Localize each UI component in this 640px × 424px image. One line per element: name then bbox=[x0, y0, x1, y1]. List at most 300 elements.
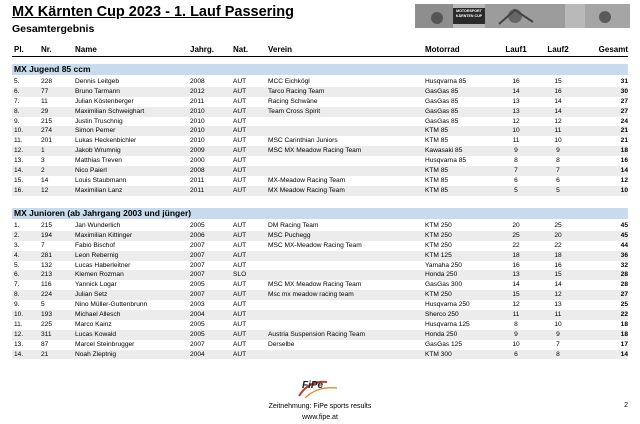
cell-lauf1: 6 bbox=[514, 350, 518, 358]
cell-lauf2: 18 bbox=[554, 251, 562, 259]
table-row bbox=[12, 350, 628, 360]
cell-name: Marcel Steinbrugger bbox=[75, 340, 135, 348]
cell-nr: 77 bbox=[41, 87, 49, 95]
table-row bbox=[12, 107, 628, 117]
cell-gesamt: 18 bbox=[620, 330, 628, 338]
cell-nr: 224 bbox=[41, 291, 53, 299]
cell-motorrad: GasGas 85 bbox=[425, 107, 459, 115]
cell-name: Louis Staubmann bbox=[75, 176, 127, 184]
cell-lauf1: 13 bbox=[512, 97, 520, 105]
cell-jahrg: 2010 bbox=[190, 137, 205, 145]
cell-pl: 12. bbox=[14, 330, 24, 338]
cell-jahrg: 2005 bbox=[190, 281, 205, 289]
cell-motorrad: GasGas 85 bbox=[425, 87, 459, 95]
cell-name: Michael Allesch bbox=[75, 311, 121, 319]
header-verein: Verein bbox=[268, 45, 293, 54]
cell-name: Nico Paierl bbox=[75, 167, 107, 175]
table-row bbox=[12, 117, 628, 127]
cell-nat: AUT bbox=[233, 291, 247, 299]
cell-nat: SLO bbox=[233, 271, 247, 279]
cell-verein: Tarco Racing Team bbox=[268, 87, 325, 95]
header-divider bbox=[12, 56, 628, 57]
cell-nr: 11 bbox=[41, 97, 48, 105]
cell-pl: 9. bbox=[14, 301, 20, 309]
cell-pl: 12. bbox=[14, 147, 24, 155]
cell-jahrg: 2010 bbox=[190, 117, 205, 125]
table-row bbox=[12, 231, 628, 241]
section-title: MX Junioren (ab Jahrgang 2003 und jünger) bbox=[14, 208, 192, 218]
cell-verein: MX-Meadow Racing Team bbox=[268, 176, 346, 184]
cell-nr: 3 bbox=[41, 157, 45, 165]
table-row bbox=[12, 270, 628, 280]
table-row bbox=[12, 136, 628, 146]
cell-lauf2: 12 bbox=[554, 117, 562, 125]
cell-verein: MSC Puchegg bbox=[268, 231, 311, 239]
cell-name: Maximilian Schweighart bbox=[75, 107, 145, 115]
cell-lauf2: 8 bbox=[556, 350, 560, 358]
cell-motorrad: Honda 250 bbox=[425, 330, 458, 338]
cell-pl: 5. bbox=[14, 261, 20, 269]
cell-lauf1: 25 bbox=[512, 231, 520, 239]
table-row bbox=[12, 330, 628, 340]
cell-pl: 11. bbox=[14, 320, 23, 328]
cell-name: Lucas Kowald bbox=[75, 330, 117, 338]
cell-nat: AUT bbox=[233, 320, 247, 328]
table-row bbox=[12, 300, 628, 310]
table-row bbox=[12, 77, 628, 87]
cell-nr: 21 bbox=[41, 350, 49, 358]
cell-nat: AUT bbox=[233, 78, 247, 85]
cell-verein: MCC Eichkögl bbox=[268, 78, 310, 85]
cell-lauf1: 10 bbox=[512, 127, 520, 135]
cell-jahrg: 2004 bbox=[190, 311, 205, 319]
cell-nr: 14 bbox=[41, 176, 49, 184]
cell-lauf1: 14 bbox=[512, 87, 520, 95]
cell-lauf1: 16 bbox=[512, 261, 520, 269]
cell-nr: 87 bbox=[41, 340, 49, 348]
cell-lauf2: 15 bbox=[554, 271, 562, 279]
cell-pl: 13. bbox=[14, 157, 24, 165]
cell-lauf1: 9 bbox=[514, 330, 518, 338]
table-row bbox=[12, 241, 628, 251]
cell-gesamt: 22 bbox=[620, 311, 628, 319]
cell-nat: AUT bbox=[233, 176, 247, 184]
cell-motorrad: KTM 85 bbox=[425, 176, 449, 184]
cell-nr: 193 bbox=[41, 311, 53, 319]
table-row bbox=[12, 320, 628, 330]
cell-pl: 6. bbox=[14, 87, 20, 95]
cell-gesamt: 14 bbox=[620, 350, 628, 358]
cell-motorrad: Honda 250 bbox=[425, 271, 458, 279]
cell-nat: AUT bbox=[233, 87, 247, 95]
cell-lauf2: 7 bbox=[556, 340, 560, 348]
cell-nat: AUT bbox=[233, 241, 247, 249]
cell-nr: 29 bbox=[41, 107, 49, 115]
cell-nr: 132 bbox=[41, 261, 53, 269]
cell-jahrg: 2000 bbox=[190, 157, 205, 165]
cell-motorrad: KTM 300 bbox=[425, 350, 452, 358]
cell-motorrad: GasGas 125 bbox=[425, 340, 463, 348]
fipe-logo bbox=[297, 378, 343, 400]
table-row bbox=[12, 146, 628, 156]
cell-lauf1: 13 bbox=[512, 271, 520, 279]
cell-jahrg: 2011 bbox=[190, 186, 205, 194]
cell-motorrad: Kawasaki 85 bbox=[425, 147, 463, 155]
cell-gesamt: 32 bbox=[620, 261, 628, 269]
cell-pl: 3. bbox=[14, 241, 20, 249]
table-row bbox=[12, 340, 628, 350]
cell-jahrg: 2010 bbox=[190, 127, 205, 135]
cell-motorrad: KTM 125 bbox=[425, 251, 452, 259]
cell-pl: 1. bbox=[14, 222, 20, 229]
cell-lauf1: 13 bbox=[512, 107, 520, 115]
footer-timing: Zeitnehmung: FiPe sports results bbox=[268, 403, 372, 410]
cell-lauf2: 11 bbox=[554, 127, 562, 135]
cell-name: Leon Rebernig bbox=[75, 251, 119, 259]
table-junioren bbox=[12, 221, 628, 359]
cell-pl: 15. bbox=[14, 176, 24, 184]
header-lauf2: Lauf2 bbox=[547, 45, 569, 54]
cell-nat: AUT bbox=[233, 311, 247, 319]
cell-motorrad: KTM 85 bbox=[425, 186, 449, 194]
cell-gesamt: 27 bbox=[620, 97, 628, 105]
header-jahrg: Jahrg. bbox=[190, 45, 215, 54]
cell-pl: 7. bbox=[14, 281, 20, 289]
cell-motorrad: KTM 250 bbox=[425, 241, 452, 249]
cell-nr: 228 bbox=[41, 78, 53, 85]
cell-jahrg: 2005 bbox=[190, 320, 205, 328]
cell-lauf1: 15 bbox=[512, 291, 520, 299]
cell-pl: 6. bbox=[14, 271, 20, 279]
cell-motorrad: Sherco 250 bbox=[425, 311, 459, 319]
cell-lauf2: 16 bbox=[554, 87, 562, 95]
cell-nr: 274 bbox=[41, 127, 53, 135]
cell-motorrad: KTM 250 bbox=[425, 291, 452, 299]
cell-gesamt: 14 bbox=[620, 167, 628, 175]
cell-nr: 1 bbox=[41, 147, 45, 155]
cell-name: Fabio Bischof bbox=[75, 241, 115, 249]
cell-lauf1: 12 bbox=[512, 301, 520, 309]
table-row bbox=[12, 221, 628, 231]
cell-name: Bruno Tarmann bbox=[75, 87, 120, 95]
header-name: Name bbox=[75, 45, 97, 54]
cell-pl: 13. bbox=[14, 340, 24, 348]
table-row bbox=[12, 280, 628, 290]
cell-name: Simon Perner bbox=[75, 127, 116, 135]
table-row bbox=[12, 290, 628, 300]
cell-lauf1: 11 bbox=[512, 311, 520, 319]
cell-nr: 5 bbox=[41, 301, 45, 309]
cell-name: Lukas Heckenbichler bbox=[75, 137, 137, 145]
cell-lauf2: 10 bbox=[554, 320, 562, 328]
table-row bbox=[12, 87, 628, 97]
cell-lauf2: 9 bbox=[556, 147, 560, 155]
cell-gesamt: 45 bbox=[620, 231, 628, 239]
cell-lauf2: 13 bbox=[554, 301, 562, 309]
cell-lauf1: 6 bbox=[514, 176, 518, 184]
cell-jahrg: 2007 bbox=[190, 291, 205, 299]
cell-jahrg: 2007 bbox=[190, 241, 205, 249]
cell-name: Maximilian Kittinger bbox=[75, 231, 133, 239]
cell-nr: 281 bbox=[41, 251, 53, 259]
cell-name: Marco Kainz bbox=[75, 320, 112, 328]
cell-lauf2: 12 bbox=[554, 291, 562, 299]
cell-gesamt: 27 bbox=[620, 291, 628, 299]
table-row bbox=[12, 156, 628, 166]
cell-verein: MSC MX-Meadow Racing Team bbox=[268, 241, 362, 249]
cell-name: Yannick Logar bbox=[75, 281, 117, 289]
cell-nat: AUT bbox=[233, 147, 247, 155]
cell-pl: 7. bbox=[14, 97, 20, 105]
cell-motorrad: Husqvarna 250 bbox=[425, 301, 470, 309]
cell-name: Jakob Wrumnig bbox=[75, 147, 121, 155]
cell-nat: AUT bbox=[233, 330, 247, 338]
cell-nat: AUT bbox=[233, 231, 247, 239]
cell-nat: AUT bbox=[233, 137, 247, 145]
cell-nat: AUT bbox=[233, 127, 247, 135]
cell-nr: 2 bbox=[41, 167, 45, 175]
cell-verein: MX Meadow Racing Team bbox=[268, 186, 345, 194]
page-number: 2 bbox=[624, 402, 628, 409]
cell-nat: AUT bbox=[233, 340, 247, 348]
cell-motorrad: KTM 85 bbox=[425, 167, 449, 175]
cell-nat: AUT bbox=[233, 251, 247, 259]
cell-lauf2: 11 bbox=[554, 311, 562, 319]
cell-lauf2: 8 bbox=[556, 157, 560, 165]
cell-name: Matthias Treven bbox=[75, 157, 122, 165]
cell-lauf2: 7 bbox=[556, 167, 560, 175]
cell-lauf2: 9 bbox=[556, 330, 560, 338]
cell-pl: 8. bbox=[14, 107, 20, 115]
cell-verein: MSC MX Meadow Racing Team bbox=[268, 281, 362, 289]
cell-nat: AUT bbox=[233, 167, 247, 175]
cell-lauf1: 8 bbox=[514, 320, 518, 328]
cell-lauf2: 20 bbox=[554, 231, 562, 239]
table-row bbox=[12, 251, 628, 261]
cell-gesamt: 18 bbox=[620, 147, 628, 155]
cell-name: Klemen Rozman bbox=[75, 271, 124, 279]
cell-verein: Msc mx meadow racing team bbox=[268, 291, 354, 299]
cell-lauf1: 9 bbox=[514, 147, 518, 155]
header-pl: Pl. bbox=[14, 45, 24, 54]
cell-gesamt: 12 bbox=[620, 176, 628, 184]
section-header-jugend bbox=[12, 64, 628, 75]
cell-lauf2: 15 bbox=[554, 78, 562, 85]
cell-nat: AUT bbox=[233, 281, 247, 289]
cell-lauf1: 8 bbox=[514, 157, 518, 165]
cell-pl: 5. bbox=[14, 78, 20, 85]
cell-gesamt: 18 bbox=[620, 320, 628, 328]
cell-motorrad: GasGas 300 bbox=[425, 281, 463, 289]
cell-gesamt: 16 bbox=[620, 157, 628, 165]
motocross-banner-icon bbox=[415, 4, 630, 28]
cell-gesamt: 36 bbox=[620, 251, 628, 259]
cell-lauf1: 22 bbox=[512, 241, 520, 249]
header-lauf1: Lauf1 bbox=[505, 45, 527, 54]
header-motorrad: Motorrad bbox=[425, 45, 460, 54]
section-header-junioren bbox=[12, 208, 628, 219]
cell-gesamt: 25 bbox=[620, 301, 628, 309]
page-subtitle: Gesamtergebnis bbox=[12, 23, 95, 35]
cell-jahrg: 2008 bbox=[190, 167, 205, 175]
cell-nr: 311 bbox=[41, 330, 52, 338]
cell-verein: Team Cross Spirit bbox=[268, 107, 321, 115]
cell-gesamt: 17 bbox=[620, 340, 628, 348]
table-row bbox=[12, 186, 628, 196]
cell-nat: AUT bbox=[233, 186, 247, 194]
cell-nat: AUT bbox=[233, 117, 247, 125]
cell-motorrad: GasGas 85 bbox=[425, 117, 459, 125]
table-jugend bbox=[12, 77, 628, 196]
table-row bbox=[12, 126, 628, 136]
cell-nat: AUT bbox=[233, 222, 247, 229]
cell-nr: 213 bbox=[41, 271, 53, 279]
cell-lauf2: 14 bbox=[554, 97, 562, 105]
cell-motorrad: KTM 85 bbox=[425, 127, 449, 135]
cell-jahrg: 2003 bbox=[190, 301, 205, 309]
cell-verein: Racing Schwäne bbox=[268, 97, 318, 105]
cell-pl: 11. bbox=[14, 137, 23, 145]
cell-lauf1: 16 bbox=[512, 78, 520, 85]
cell-nat: AUT bbox=[233, 301, 247, 309]
cell-motorrad: Husqvarna 85 bbox=[425, 78, 467, 85]
cell-pl: 14. bbox=[14, 167, 24, 175]
cell-nr: 215 bbox=[41, 222, 53, 229]
cell-lauf2: 10 bbox=[554, 137, 562, 145]
cell-lauf1: 11 bbox=[512, 137, 520, 145]
cell-nat: AUT bbox=[233, 261, 247, 269]
cell-lauf1: 7 bbox=[514, 167, 518, 175]
cell-motorrad: KTM 85 bbox=[425, 137, 449, 145]
cell-verein: Derselbe bbox=[268, 340, 295, 348]
cell-gesamt: 10 bbox=[620, 186, 628, 194]
cell-gesamt: 44 bbox=[620, 241, 628, 249]
cell-gesamt: 30 bbox=[620, 87, 628, 95]
cell-gesamt: 21 bbox=[620, 127, 628, 135]
cell-nr: 12 bbox=[41, 186, 49, 194]
cell-nat: AUT bbox=[233, 107, 247, 115]
cell-motorrad: Husqvarna 85 bbox=[425, 157, 467, 165]
cell-nr: 116 bbox=[41, 281, 52, 289]
cell-pl: 10. bbox=[14, 127, 24, 135]
header-gesamt: Gesamt bbox=[598, 45, 628, 54]
cell-motorrad: Husqvarna 125 bbox=[425, 320, 470, 328]
cell-gesamt: 24 bbox=[620, 117, 628, 125]
cell-verein: MSC Carinthian Juniors bbox=[268, 137, 338, 145]
cell-jahrg: 2010 bbox=[190, 107, 205, 115]
cell-name: Noah Zleptnig bbox=[75, 350, 117, 358]
cell-motorrad: Yamaha 250 bbox=[425, 261, 462, 269]
cell-lauf2: 14 bbox=[554, 281, 562, 289]
cell-pl: 8. bbox=[14, 291, 20, 299]
cell-jahrg: 2005 bbox=[190, 330, 205, 338]
cell-nr: 201 bbox=[41, 137, 53, 145]
table-row bbox=[12, 310, 628, 320]
cell-jahrg: 2012 bbox=[190, 87, 205, 95]
cell-pl: 16. bbox=[14, 186, 24, 194]
cell-lauf2: 25 bbox=[554, 222, 562, 229]
table-row bbox=[12, 176, 628, 186]
cell-nr: 194 bbox=[41, 231, 53, 239]
cell-gesamt: 45 bbox=[620, 222, 628, 229]
header-nat: Nat. bbox=[233, 45, 249, 54]
fipe-logo-text: FiPe bbox=[302, 380, 324, 391]
cell-gesamt: 28 bbox=[620, 281, 628, 289]
cell-gesamt: 27 bbox=[620, 107, 628, 115]
cell-lauf2: 6 bbox=[556, 176, 560, 184]
cell-nr: 215 bbox=[41, 117, 53, 125]
cell-jahrg: 2004 bbox=[190, 350, 205, 358]
cell-nat: AUT bbox=[233, 97, 247, 105]
cell-lauf1: 5 bbox=[514, 186, 518, 194]
cell-motorrad: GasGas 85 bbox=[425, 97, 459, 105]
cell-nr: 7 bbox=[41, 241, 45, 249]
page-title: MX Kärnten Cup 2023 - 1. Lauf Passering bbox=[12, 4, 295, 20]
cell-name: Julian Setz bbox=[75, 291, 108, 299]
cell-motorrad: KTM 250 bbox=[425, 222, 452, 229]
table-row bbox=[12, 97, 628, 107]
cell-jahrg: 2009 bbox=[190, 147, 205, 155]
cell-lauf2: 22 bbox=[554, 241, 562, 249]
cell-lauf2: 16 bbox=[554, 261, 562, 269]
cell-name: Julian Köstenberger bbox=[75, 97, 134, 105]
cell-lauf1: 20 bbox=[512, 222, 520, 229]
cell-name: Nino Müller-Guttenbrunn bbox=[75, 301, 148, 309]
table-row bbox=[12, 261, 628, 271]
cell-name: Lucas Haberleitner bbox=[75, 261, 131, 269]
cell-verein: Austria Suspension Racing Team bbox=[268, 330, 366, 338]
cell-gesamt: 31 bbox=[620, 78, 628, 85]
cell-jahrg: 2011 bbox=[190, 176, 205, 184]
header-nr: Nr. bbox=[41, 45, 52, 54]
cell-pl: 2. bbox=[14, 231, 20, 239]
cell-lauf1: 18 bbox=[512, 251, 520, 259]
cell-gesamt: 28 bbox=[620, 271, 628, 279]
cell-jahrg: 2011 bbox=[190, 97, 205, 105]
cell-pl: 10. bbox=[14, 311, 24, 319]
cell-nr: 225 bbox=[41, 320, 53, 328]
cell-nat: AUT bbox=[233, 157, 247, 165]
footer-website: www.fipe.at bbox=[302, 414, 338, 421]
cell-name: Maximilian Lanz bbox=[75, 186, 123, 194]
cell-name: Justin Truschnig bbox=[75, 117, 123, 125]
cell-pl: 4. bbox=[14, 251, 20, 259]
table-header bbox=[12, 43, 628, 56]
cell-lauf2: 5 bbox=[556, 186, 560, 194]
header-logo bbox=[415, 4, 630, 28]
cell-jahrg: 2007 bbox=[190, 251, 205, 259]
cell-motorrad: KTM 250 bbox=[425, 231, 452, 239]
cell-lauf1: 10 bbox=[512, 340, 520, 348]
cell-gesamt: 21 bbox=[620, 137, 628, 145]
cell-pl: 9. bbox=[14, 117, 20, 125]
cell-jahrg: 2005 bbox=[190, 222, 205, 229]
cell-jahrg: 2007 bbox=[190, 340, 205, 348]
cell-nat: AUT bbox=[233, 350, 247, 358]
section-title: MX Jugend 85 ccm bbox=[14, 64, 91, 74]
logo-text: MOTORSPORT KÄRNTEN CUP bbox=[455, 9, 483, 18]
cell-name: Dennis Leitgeb bbox=[75, 78, 119, 85]
cell-lauf1: 14 bbox=[512, 281, 520, 289]
cell-jahrg: 2007 bbox=[190, 261, 205, 269]
cell-lauf1: 12 bbox=[512, 117, 520, 125]
cell-jahrg: 2008 bbox=[190, 78, 205, 85]
cell-name: Jan Wunderlich bbox=[75, 222, 121, 229]
cell-verein: DM Racing Team bbox=[268, 222, 319, 229]
cell-lauf2: 14 bbox=[554, 107, 562, 115]
cell-jahrg: 2007 bbox=[190, 271, 205, 279]
table-row bbox=[12, 166, 628, 176]
